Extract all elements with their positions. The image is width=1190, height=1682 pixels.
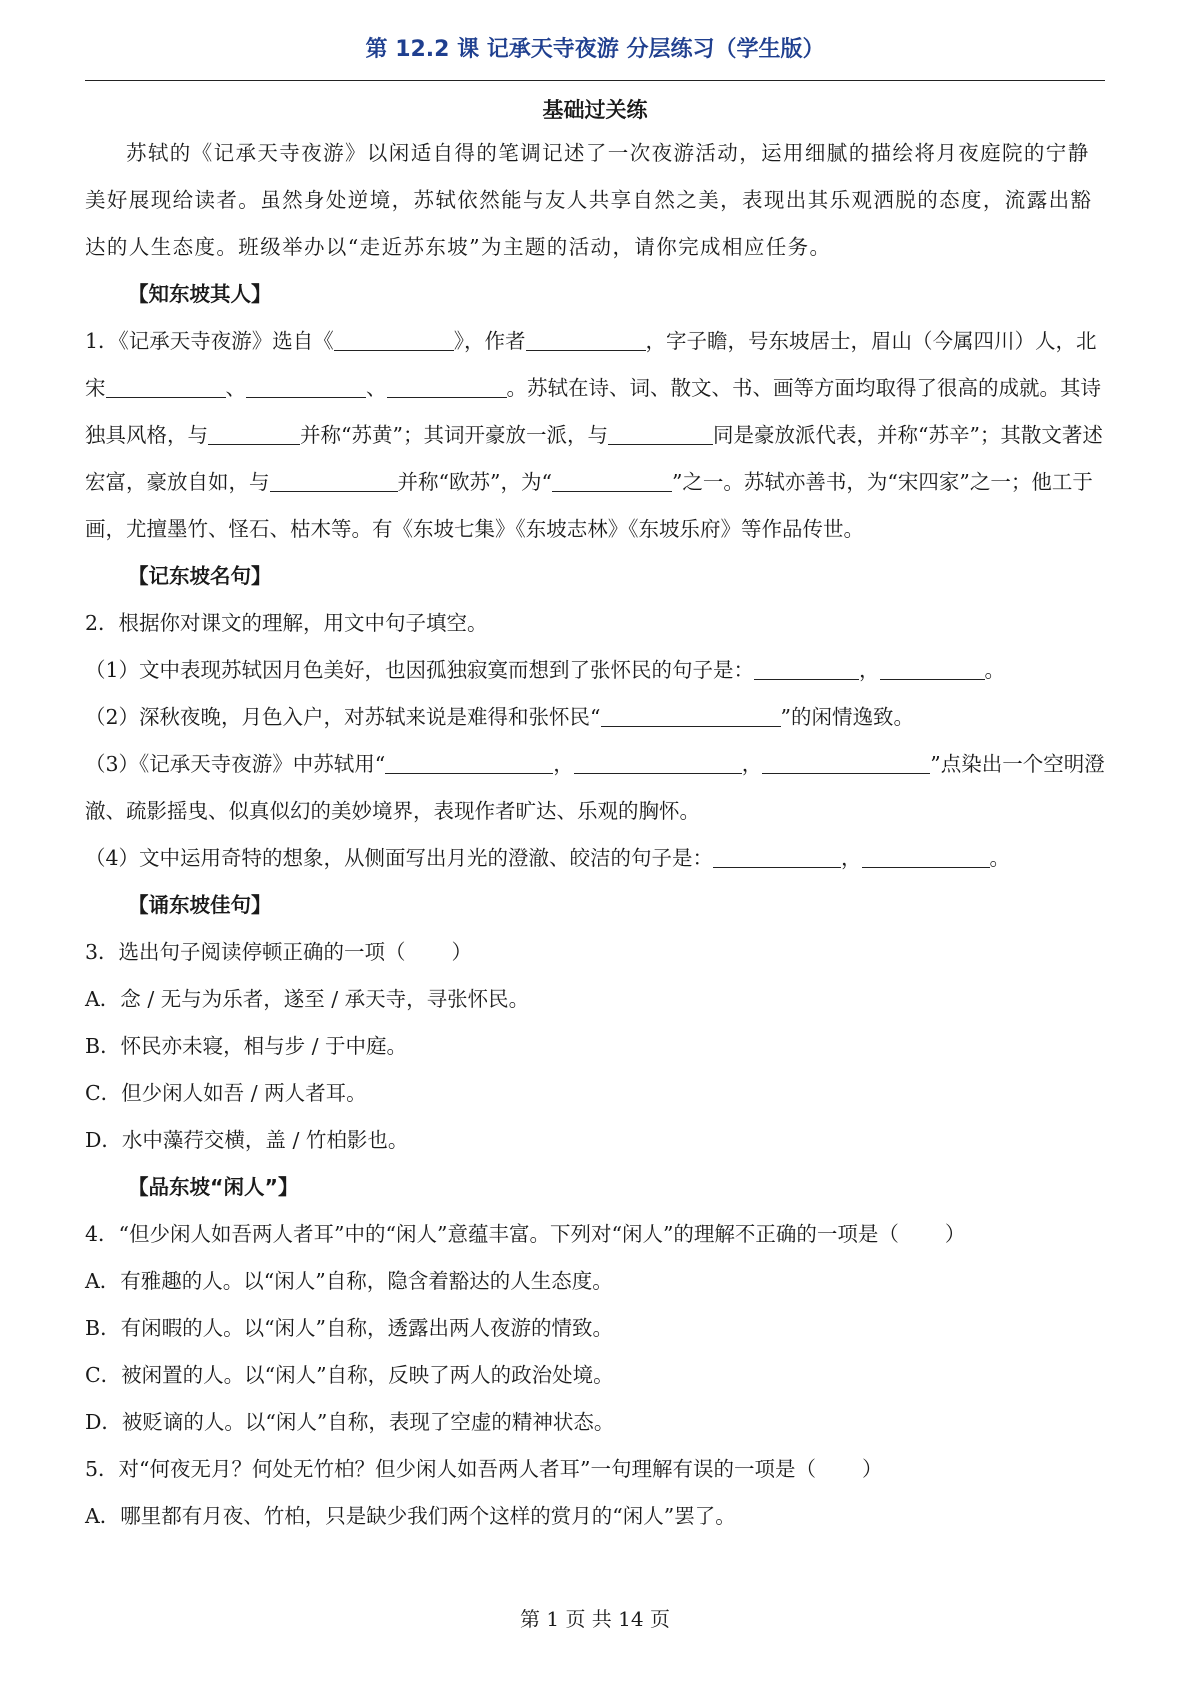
- intro-paragraph: 苏轼的《记承天寺夜游》以闲适自得的笔调记述了一次夜游活动，运用细腻的描绘将月夜庭院的宁静美好展现给读者。虽然身处逆境，苏轼依然能与友人共享自然之美，表现出其乐观洒脱的态度，流露出豁达的人生态度。班级举办以“走近苏东坡”为主题的活动，请你完成相应任务。: [85, 141, 1093, 259]
- question-5-option-a: A．哪里都有月夜、竹柏，只是缺少我们两个这样的赏月的“闲人”罢了。: [85, 1504, 736, 1528]
- question-4-option-a: A．有雅趣的人。以“闲人”自称，隐含着豁达的人生态度。: [85, 1269, 613, 1293]
- answer-blank[interactable]: [334, 328, 454, 351]
- question-3-option-d: D．水中藻荇交横，盖 / 竹柏影也。: [85, 1128, 409, 1152]
- answer-blank[interactable]: [106, 375, 226, 398]
- heading-recite-quotes: 【诵东坡佳句】: [128, 893, 272, 917]
- question-3-option-c: C．但少闲人如吾 / 两人者耳。: [85, 1081, 367, 1105]
- answer-blank[interactable]: [246, 375, 366, 398]
- question-2-part-3: （3）《记承天寺夜游》中苏轼用“ ， ， ”点染出一个空明澄澈、疏影摇曳、似真似幻的美妙境界，表现作者旷达、乐观的胸怀。: [85, 752, 1105, 823]
- answer-blank[interactable]: [880, 657, 985, 680]
- question-5-stem: 5．对“何夜无月？何处无竹柏？但少闲人如吾两人者耳”一句理解有误的一项是（ ）: [85, 1457, 883, 1481]
- question-3-option-a: A．念 / 无与为乐者，遂至 / 承天寺，寻张怀民。: [85, 987, 530, 1011]
- answer-blank[interactable]: [608, 422, 713, 445]
- heading-know-dongpo: 【知东坡其人】: [128, 282, 272, 306]
- question-3-stem: 3．选出句子阅读停顿正确的一项（ ）: [85, 940, 473, 964]
- answer-blank[interactable]: [208, 422, 300, 445]
- header-divider: [85, 80, 1105, 81]
- answer-blank[interactable]: [526, 328, 646, 351]
- document-body: [85, 90, 1105, 1540]
- question-2-part-4: （4）文中运用奇特的想象，从侧面写出月光的澄澈、皎洁的句子是： ， 。: [85, 846, 1011, 870]
- answer-blank[interactable]: [574, 751, 742, 774]
- answer-blank[interactable]: [862, 845, 990, 868]
- question-4-option-d: D．被贬谪的人。以“闲人”自称，表现了空虚的精神状态。: [85, 1410, 615, 1434]
- answer-blank[interactable]: [387, 375, 507, 398]
- question-3-option-b: B．怀民亦未寝，相与步 / 于中庭。: [85, 1034, 408, 1058]
- document-title: 第 12.2 课 记承天寺夜游 分层练习（学生版）: [365, 37, 825, 62]
- question-2-part-2: （2）深秋夜晚，月色入户，对苏轼来说是难得和张怀民“ ”的闲情逸致。: [85, 705, 915, 729]
- answer-blank[interactable]: [713, 845, 841, 868]
- answer-blank[interactable]: [385, 751, 553, 774]
- question-1: 1．《记承天寺夜游》选自《 》，作者 ，字子瞻，号东坡居士，眉山（今属四川）人，北宋 、 、 。苏轼在诗、词、散文、书、画等方面均取得了很高的成就。其诗独具风格，与 并称“苏黄”；其词开豪放一派，与 同是豪放派代表，并称“苏辛”；其散文著述宏富，豪放自如，与 并称“欧苏”，为“ ”之一。苏轼亦善书，为“宋四家”之一；他工于画，尤擅墨竹、怪石、枯木等。有《东坡七集》《东坡志林》《东坡乐府》等作品传世。: [85, 329, 1103, 541]
- section-title: 基础过关练: [542, 98, 648, 122]
- heading-remember-quotes: 【记东坡名句】: [128, 564, 272, 588]
- heading-idle-person: 【品东坡“闲人”】: [128, 1175, 299, 1199]
- answer-blank[interactable]: [270, 469, 398, 492]
- page-number: 第 1 页 共 14 页: [520, 1607, 670, 1631]
- answer-blank[interactable]: [601, 704, 781, 727]
- answer-blank[interactable]: [762, 751, 930, 774]
- question-4-stem: 4．“但少闲人如吾两人者耳”中的“闲人”意蕴丰富。下列对“闲人”的理解不正确的一项是（ ）: [85, 1222, 966, 1246]
- question-4-option-b: B．有闲暇的人。以“闲人”自称，透露出两人夜游的情致。: [85, 1316, 614, 1340]
- question-4-option-c: C．被闲置的人。以“闲人”自称，反映了两人的政治处境。: [85, 1363, 614, 1387]
- answer-blank[interactable]: [754, 657, 859, 680]
- answer-blank[interactable]: [552, 469, 672, 492]
- question-2-part-1: （1）文中表现苏轼因月色美好，也因孤独寂寞而想到了张怀民的句子是： ， 。: [85, 658, 1006, 682]
- question-2-stem: 2．根据你对课文的理解，用文中句子填空。: [85, 611, 488, 635]
